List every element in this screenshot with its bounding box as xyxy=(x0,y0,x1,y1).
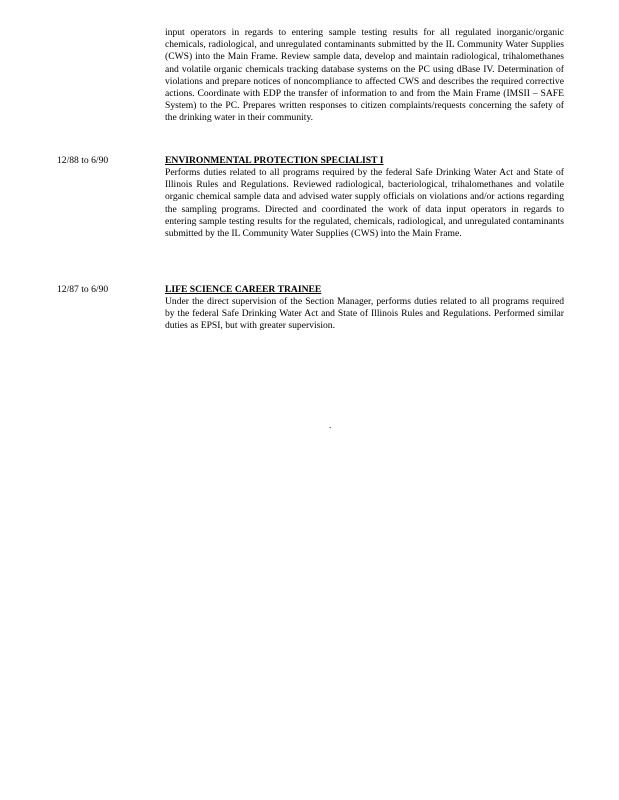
position-description: Performs duties related to all programs required by the federal Safe Drinking Water Act and State of Illinois Rules and Regulations. Reviewed radiological, bacteriological, trihalomethanes and volatile organic chemical sample data and advised water supply officials on violations and/or actions regarding the sampling programs. Directed and coordinated the work of data input operators in regards to entering sample testing results for the regulated, chemicals, radiological, and unregulated contaminants submitted by the IL Community Water Supplies (CWS) into the Main Frame. xyxy=(165,167,564,240)
position-title: ENVIRONMENTAL PROTECTION SPECIALIST I xyxy=(165,155,384,166)
position-dates: 12/87 to 6/90 xyxy=(57,284,109,295)
top-paragraph: input operators in regards to entering sample testing results for all regulated inorganic/organic chemicals, radiological, and unregulated contaminants submitted by the IL Community Water Supplies (CWS) into the Main Frame. Review sample data, develop and maintain radiological, trihalomethanes and volatile organic chemicals tracking database systems on the PC using dBase IV. Determination of violations and prepare notices of noncompliance to affected CWS and describes the required corrective actions. Coordinate with EDP the transfer of information to and from the Main Frame (IMSII – SAFE System) to the PC. Prepares written responses to citizen complaints/requests concerning the safety of the drinking water in their community. xyxy=(165,27,564,124)
position-title: LIFE SCIENCE CAREER TRAINEE xyxy=(165,284,322,295)
position-description: Under the direct supervision of the Section Manager, performs duties related to all programs required by the federal Safe Drinking Water Act and State of Illinois Rules and Regulations. Performed similar duties as EPSI, but with greater supervision. xyxy=(165,296,564,332)
stray-mark: . xyxy=(329,420,332,430)
position-dates: 12/88 to 6/90 xyxy=(57,155,109,166)
